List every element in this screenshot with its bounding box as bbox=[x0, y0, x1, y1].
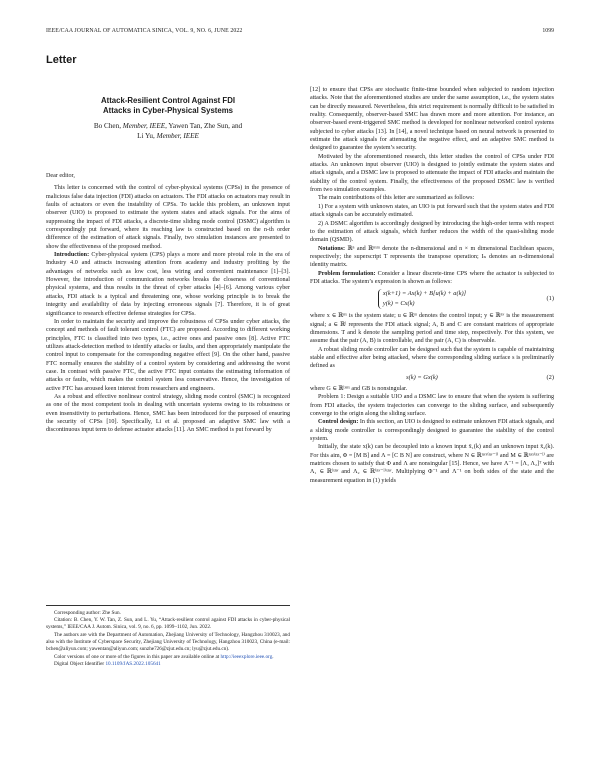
author-role: Member, IEEE bbox=[122, 122, 166, 130]
contribution-item: 1) For a system with unknown states, an UIO is put forward such that the system states and FDI attack signals can be accurately estimated. bbox=[310, 203, 554, 219]
body-paragraph: where G ∈ ℝˡˣⁿˣ and GB is nonsingular. bbox=[310, 386, 408, 392]
notations-text: ℝⁿ and ℝⁿˣᵐ denote the n-dimensional and n × m dimensional Euclidean spaces, respectively; the superscript T represents the transpose operation; Iₙ denotes an n-dimensional identity matrix. bbox=[310, 245, 554, 269]
right-column bbox=[310, 86, 554, 485]
footnote-color-text: Color versions of one or more of the figures in this paper are available online at bbox=[54, 653, 221, 660]
notations-heading: Notations: bbox=[318, 245, 346, 252]
paper-title-line: Attacks in Cyber-Physical Systems bbox=[102, 106, 233, 115]
intro-paragraph bbox=[46, 251, 290, 318]
notations-paragraph bbox=[310, 245, 554, 270]
footnote-color bbox=[46, 654, 290, 661]
equation-body: s(k) = Gx(k) bbox=[406, 373, 438, 381]
equation-system bbox=[378, 289, 466, 309]
body-paragraph: Initially, the state x(k) can be decoupled into a known input x̄₁(k) and an unknown input x̄₂(k). For this aim, Φ = [M B] and Λ = [C B N] are construct, where N ∈ ℝⁿʸˣ⁽ⁿʸ⁻ˡ⁾ and M ∈ ℝⁿˣˣ⁽ⁿˣ⁻ˡ⁾ are matrices chosen to satisfy that Φ and Λ are nonsingular [15]. Hence, we have Λ⁻¹ = [Λ₁ Λ₂]ᵀ with Λ₁ ∈ ℝˡˣⁿʸ and Λ₂ ∈ ℝ⁽ⁿʸ⁻ˡ⁾ˣⁿʸ. Multiplying Φ⁻¹ and Λ⁻¹ on both sides of the state and the measurement equation in (1) yields bbox=[310, 444, 554, 484]
doi-label: Digital Object Identifier bbox=[54, 661, 106, 668]
left-column bbox=[46, 172, 290, 435]
intro-text: Cyber-physical system (CPS) plays a more and more pivotal role in the era of Industry 4.0 and attracts increasing attention from academy and industry profiting by the advantages of networks such as low cost, less wiring and convenient maintenance [1]–[3]. However, the introduction of communication networks breaks the closeness of conventional physical systems, and thus results in the threat of cyber attacks [4]–[6]. Among various cyber attacks, FDI attack is a typical and threatening one, whose working principle is to break the integrity and availability of data by injecting erroneous signals [7]. Therefore, it is of great significance to research effective defense strategies for CPSs. bbox=[46, 252, 290, 317]
body-paragraph: The main contributions of this letter are summarized as follows: bbox=[318, 195, 475, 202]
footnote-affiliation: The authors are with the Department of Automation, Zhejiang University of Technology, Hangzhou 310023, and also with the Institute of Cyberspace Security, Zhejiang University of Technology, Hangzhou 310023, China (e-mail: bchen@aliyun.com; yawentan@aliyun.com; sunzhe726@zjut.edu.cn; lyu@zjut.edu.cn). bbox=[46, 631, 290, 653]
equation-body bbox=[310, 289, 534, 309]
title-block bbox=[46, 96, 290, 141]
abstract-paragraph: This letter is concerned with the control of cyber-physical systems (CPSs) in the presence of malicious false data injection (FDI) attacks on actuators. The FDI attacks on actuators may result in faults of actuators or even the instability of CPSs. To tackle this problem, an unknown input observer (UIO) is proposed to estimate the system states and attack signals. For the aims of suppressing the impact of FDI attacks, a discrete-time sliding mode control (DSMC) algorithm is correspondingly put forward, where its reaching law is constructed based on the n-th order difference of the estimation of attack signals. Finally, two simulation instances are presented to show the effectiveness of the proposed method. bbox=[46, 185, 290, 250]
body-paragraph: Motivated by the aforementioned research, this letter studies the control of CPSs under FDI attacks. An unknown input observer (UIO) is designed to jointly estimate the system states and attack signals, and a DSMC law is proposed to attenuate the impact of FDI attacks and maintain the stability of the control system. Finally, the effectiveness of the proposed DSMC law is verified from two simulation examples. bbox=[310, 153, 554, 194]
section-label: Letter bbox=[46, 54, 77, 66]
contribution-item: 2) A DSMC algorithm is accordingly designed by introducing the high-order terms with respect to the estimation of attack signals, which further reduces the width of the quasi-sliding mode domain (QSMD). bbox=[310, 220, 554, 244]
equation-number: (1) bbox=[546, 295, 554, 303]
equation-number: (2) bbox=[546, 373, 554, 381]
equation-line: y(k) = Cx(k) bbox=[382, 300, 415, 308]
paper-title bbox=[46, 96, 290, 116]
author-role: Member, IEEE bbox=[156, 132, 199, 140]
salutation: Dear editor, bbox=[46, 173, 75, 179]
running-header-journal: IEEE/CAA JOURNAL OF AUTOMATICA SINICA, VOL. 9, NO. 6, JUNE 2022 bbox=[46, 28, 243, 34]
page-number: 1099 bbox=[542, 28, 554, 34]
problem-paragraph bbox=[310, 270, 554, 287]
problem-text: Consider a linear discrete-time CPS where the actuator is subjected to FDI attacks. The system’s expression is shown as follows: bbox=[310, 270, 554, 285]
author-name: Bo Chen, bbox=[93, 122, 123, 130]
problem-heading: Problem formulation: bbox=[318, 270, 376, 277]
footnote-corresponding: Corresponding author: Zhe Sun. bbox=[54, 609, 121, 616]
footnotes bbox=[46, 605, 290, 669]
control-paragraph bbox=[310, 418, 554, 443]
control-heading: Control design: bbox=[318, 419, 359, 426]
paper-title-line: Attack-Resilient Control Against FDI bbox=[100, 96, 235, 105]
ieeexplore-link[interactable]: http://ieeexplore.ieee.org bbox=[220, 653, 273, 660]
author-list bbox=[46, 121, 290, 141]
intro-heading: Introduction: bbox=[54, 252, 90, 259]
author-name: , Yawen Tan, Zhe Sun, and bbox=[165, 122, 243, 130]
body-paragraph: As a robust and effective nonlinear control strategy, sliding mode control (SMC) is recognized as one of the most competent tools in dealing with uncertain systems owing to its robustness or even insensitivity to perturbations. Hence, SMC has been introduced for the purposed of ensuring the security of CPSs [10]. Specifically, Li et al. proposed an adaptive SMC law with a discontinuous input term to defense actuator attacks [11]. An SMC method is put forward by bbox=[46, 393, 290, 434]
footnote-color-suffix: . bbox=[272, 653, 274, 660]
equation-2 bbox=[310, 374, 554, 382]
footnote-doi bbox=[46, 661, 290, 668]
author-line bbox=[46, 131, 290, 141]
author-name: Li Yu, bbox=[137, 132, 157, 140]
author-line bbox=[46, 121, 290, 131]
doi-link[interactable]: 10.1109/JAS.2022.105641 bbox=[105, 661, 161, 668]
footnote-rule bbox=[46, 605, 290, 606]
equation-1 bbox=[310, 289, 554, 309]
problem-statement: Problem 1: Design a suitable UIO and a DSMC law to ensure that when the system is suffering from FDI attacks, the system trajectories can converge to the sliding surface, and subsequently converge to the origin along the sliding surface. bbox=[310, 394, 554, 418]
body-paragraph: [12] to ensure that CPSs are stochastic finite-time bounded when subjected to random injection attacks. Note that the aforementioned studies are under the same assumption, i.e., the system states can be directly measured. Nevertheless, this strict requirement is normally difficult to be satisfied in reality. Consequently, observer-based SMC has drawn more and more attention. For instance, an observer-based event-triggered SMC method is developed for nonlinear networked control systems subjected to cyber attacks [13]. In [14], a novel technique based on neural network is presented to estimate the attack signals for attenuating the negative effect, and an adaptive SMC method is designed to guarantee the system’s security. bbox=[310, 87, 554, 152]
footnote-citation: Citation: B. Chen, Y. W. Tan, Z. Sun, and L. Yu, “Attack-resilient control against FDI attacks in cyber-physical systems,” IEEE/CAA J. Autom. Sinica, vol. 9, no. 6, pp. 1099–1102, Jun. 2022. bbox=[46, 617, 290, 631]
equation-line: x(k+1) = Ax(k) + B[u(k) + a(k)] bbox=[382, 290, 467, 298]
body-paragraph: In order to maintain the security and improve the robustness of CPSs under cyber attacks, the concept and methods of fault tolerant control (FTC) are proposed. According to different working principles, FTC is classified into two types, i.e., active ones and passive ones [8]. Active FTC utilizes attack-detection method to identify attacks or faults, and then appropriately manipulate the control input to compensate for the corresponding negative effect [9]. On the other hand, passive FTC normally ensures the stability of a control system by considering and addressing the worst case. In contrast with passive FTC, the active FTC input contains the estimating information of attacks or faults, which makes the control system less conservative. Hence, the investigation of active FTC has aroused keen interest from researchers and engineers. bbox=[46, 318, 290, 392]
body-paragraph: A robust sliding mode controller can be designed such that the system is capable of maintaining stable and effective after being attacked, where the corresponding sliding surface s is preliminarily defined as bbox=[310, 346, 554, 370]
control-text: In this section, an UIO is designed to estimate unknown FDI attack signals, and a sliding mode controller is correspondingly designed to guarantee the stability of the control system. bbox=[310, 419, 555, 443]
body-paragraph: where x ∈ ℝⁿˣ is the system state; u ∈ ℝᵐ denotes the control input; y ∈ ℝⁿʸ is the measurement signal; a ∈ ℝˡ represents the FDI attack signal; A, B and C are constant matrices of appropriate dimensions. T and k denote the sampling period and time step, respectively. For this system, we assume that the pair (A, B) is controllable, and the pair (A, C) is observable. bbox=[310, 313, 554, 345]
